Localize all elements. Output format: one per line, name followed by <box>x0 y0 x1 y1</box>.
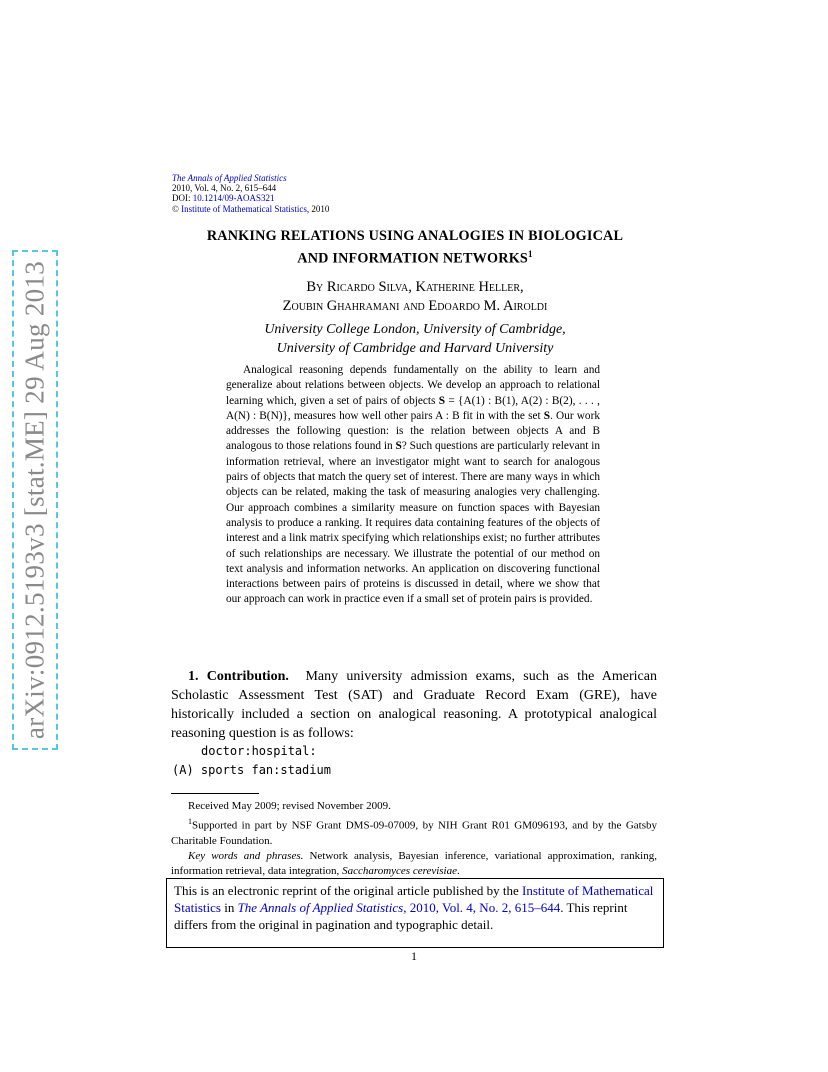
analogy-option-a: (A) sports fan:stadium <box>172 763 331 777</box>
analogy-query: doctor:hospital: <box>201 744 317 758</box>
citation-link[interactable]: 2010, Vol. 4, No. 2, 615–644 <box>409 900 561 915</box>
author-list: By Ricardo Silva, Katherine Heller, Zoubin Ghahramani and Edoardo M. Airoldi <box>282 279 548 314</box>
doi-link[interactable]: 10.1214/09-AOAS321 <box>192 193 275 204</box>
publisher-link[interactable]: Institute of Mathematical Statistics <box>174 883 654 915</box>
abstract: Analogical reasoning depends fundamentally on the ability to learn and generalize about relations between objects. We develop an approach to relational learning which, given a set of pairs of objects S = {A(1) : B(1), A(2) : B(2), . . . , A(N) : B(N)}, measures how well other pairs A : B fit in with the set S. Our work addresses the following question: is the relation between objects A and B analogous to those relations found in S? Such questions are particularly relevant in information retrieval, where an investigator might want to search for analogous pairs of objects that match the query set of interest. There are many ways in which objects can be related, making the task of measuring analogies very challenging. Our approach combines a similarity measure on function spaces with Bayesian analysis to produce a ranking. It requires data containing features of the objects of interest and a link matrix specifying which relationships exist; no further attributes of such relationships are necessary. We illustrate the potential of our method on text analysis and information networks. An application on discovering functional interactions between pairs of proteins is discussed in detail, where we show that our approach can work in practice even if a small set of protein pairs is provided. <box>226 364 600 606</box>
publisher-link[interactable]: Institute of Mathematical Statistics <box>181 203 307 214</box>
page-number: 1 <box>411 949 417 963</box>
copyright-line: © Institute of Mathematical Statistics, 2010 <box>172 203 330 214</box>
footnotes <box>171 799 657 879</box>
section-contribution <box>171 667 657 743</box>
arxiv-identifier: arXiv:0912.5193v3 [stat.ME] 29 Aug 2013 <box>19 260 50 740</box>
volume-line: 2010, Vol. 4, No. 2, 615–644 <box>172 183 277 194</box>
reprint-notice: This is an electronic reprint of the original article published by the Institute of Mathematical Statistics in The Annals of Applied Statistics, 2010, Vol. 4, No. 2, 615–644. This reprint differs from the original in pagination and typographic detail. <box>166 878 664 948</box>
paper-title: RANKING RELATIONS USING ANALOGIES IN BIOLOGICAL AND INFORMATION NETWORKS$^1$ <box>206 228 624 267</box>
received-note: Received May 2009; revised November 2009. <box>188 800 391 812</box>
journal-meta <box>172 173 329 214</box>
copyright-icon: © <box>172 203 179 214</box>
journal-link[interactable]: The Annals of Applied Statistics <box>172 173 287 183</box>
section-text: Many university admission exams, such as the American Scholastic Assessment Test (SAT) and Graduate Record Exam (GRE), have historically included a section on analogical reasoning. A prototypical analogical reasoning question is as follows: <box>171 669 657 741</box>
doi-line: DOI: 10.1214/09-AOAS321 <box>172 193 275 204</box>
arxiv-stamp <box>12 250 58 750</box>
journal-link[interactable]: The Annals of Applied Statistics <box>237 900 404 915</box>
set-definition: = {A(1) : B(1), A(2) : B(2), . . . , A(N) : B(N)} <box>226 394 600 422</box>
affiliations: University College London, University of Cambridge, University of Cambridge and Harvard University <box>264 322 566 356</box>
footnote-divider <box>171 793 259 794</box>
funding-note: $^1$Supported in part by NSF Grant DMS-09-07009, by NIH Grant R01 GM096193, and by the Gatsby Charitable Foundation. <box>171 817 657 847</box>
title-footnote-mark[interactable]: 1 <box>528 249 533 259</box>
keywords-note: Key words and phrases. Network analysis, Bayesian inference, variational approximation, ranking, information retrieval, data integration, Saccharomyces cerevisiae. <box>171 849 657 877</box>
section-heading: 1. Contribution. <box>188 669 289 684</box>
